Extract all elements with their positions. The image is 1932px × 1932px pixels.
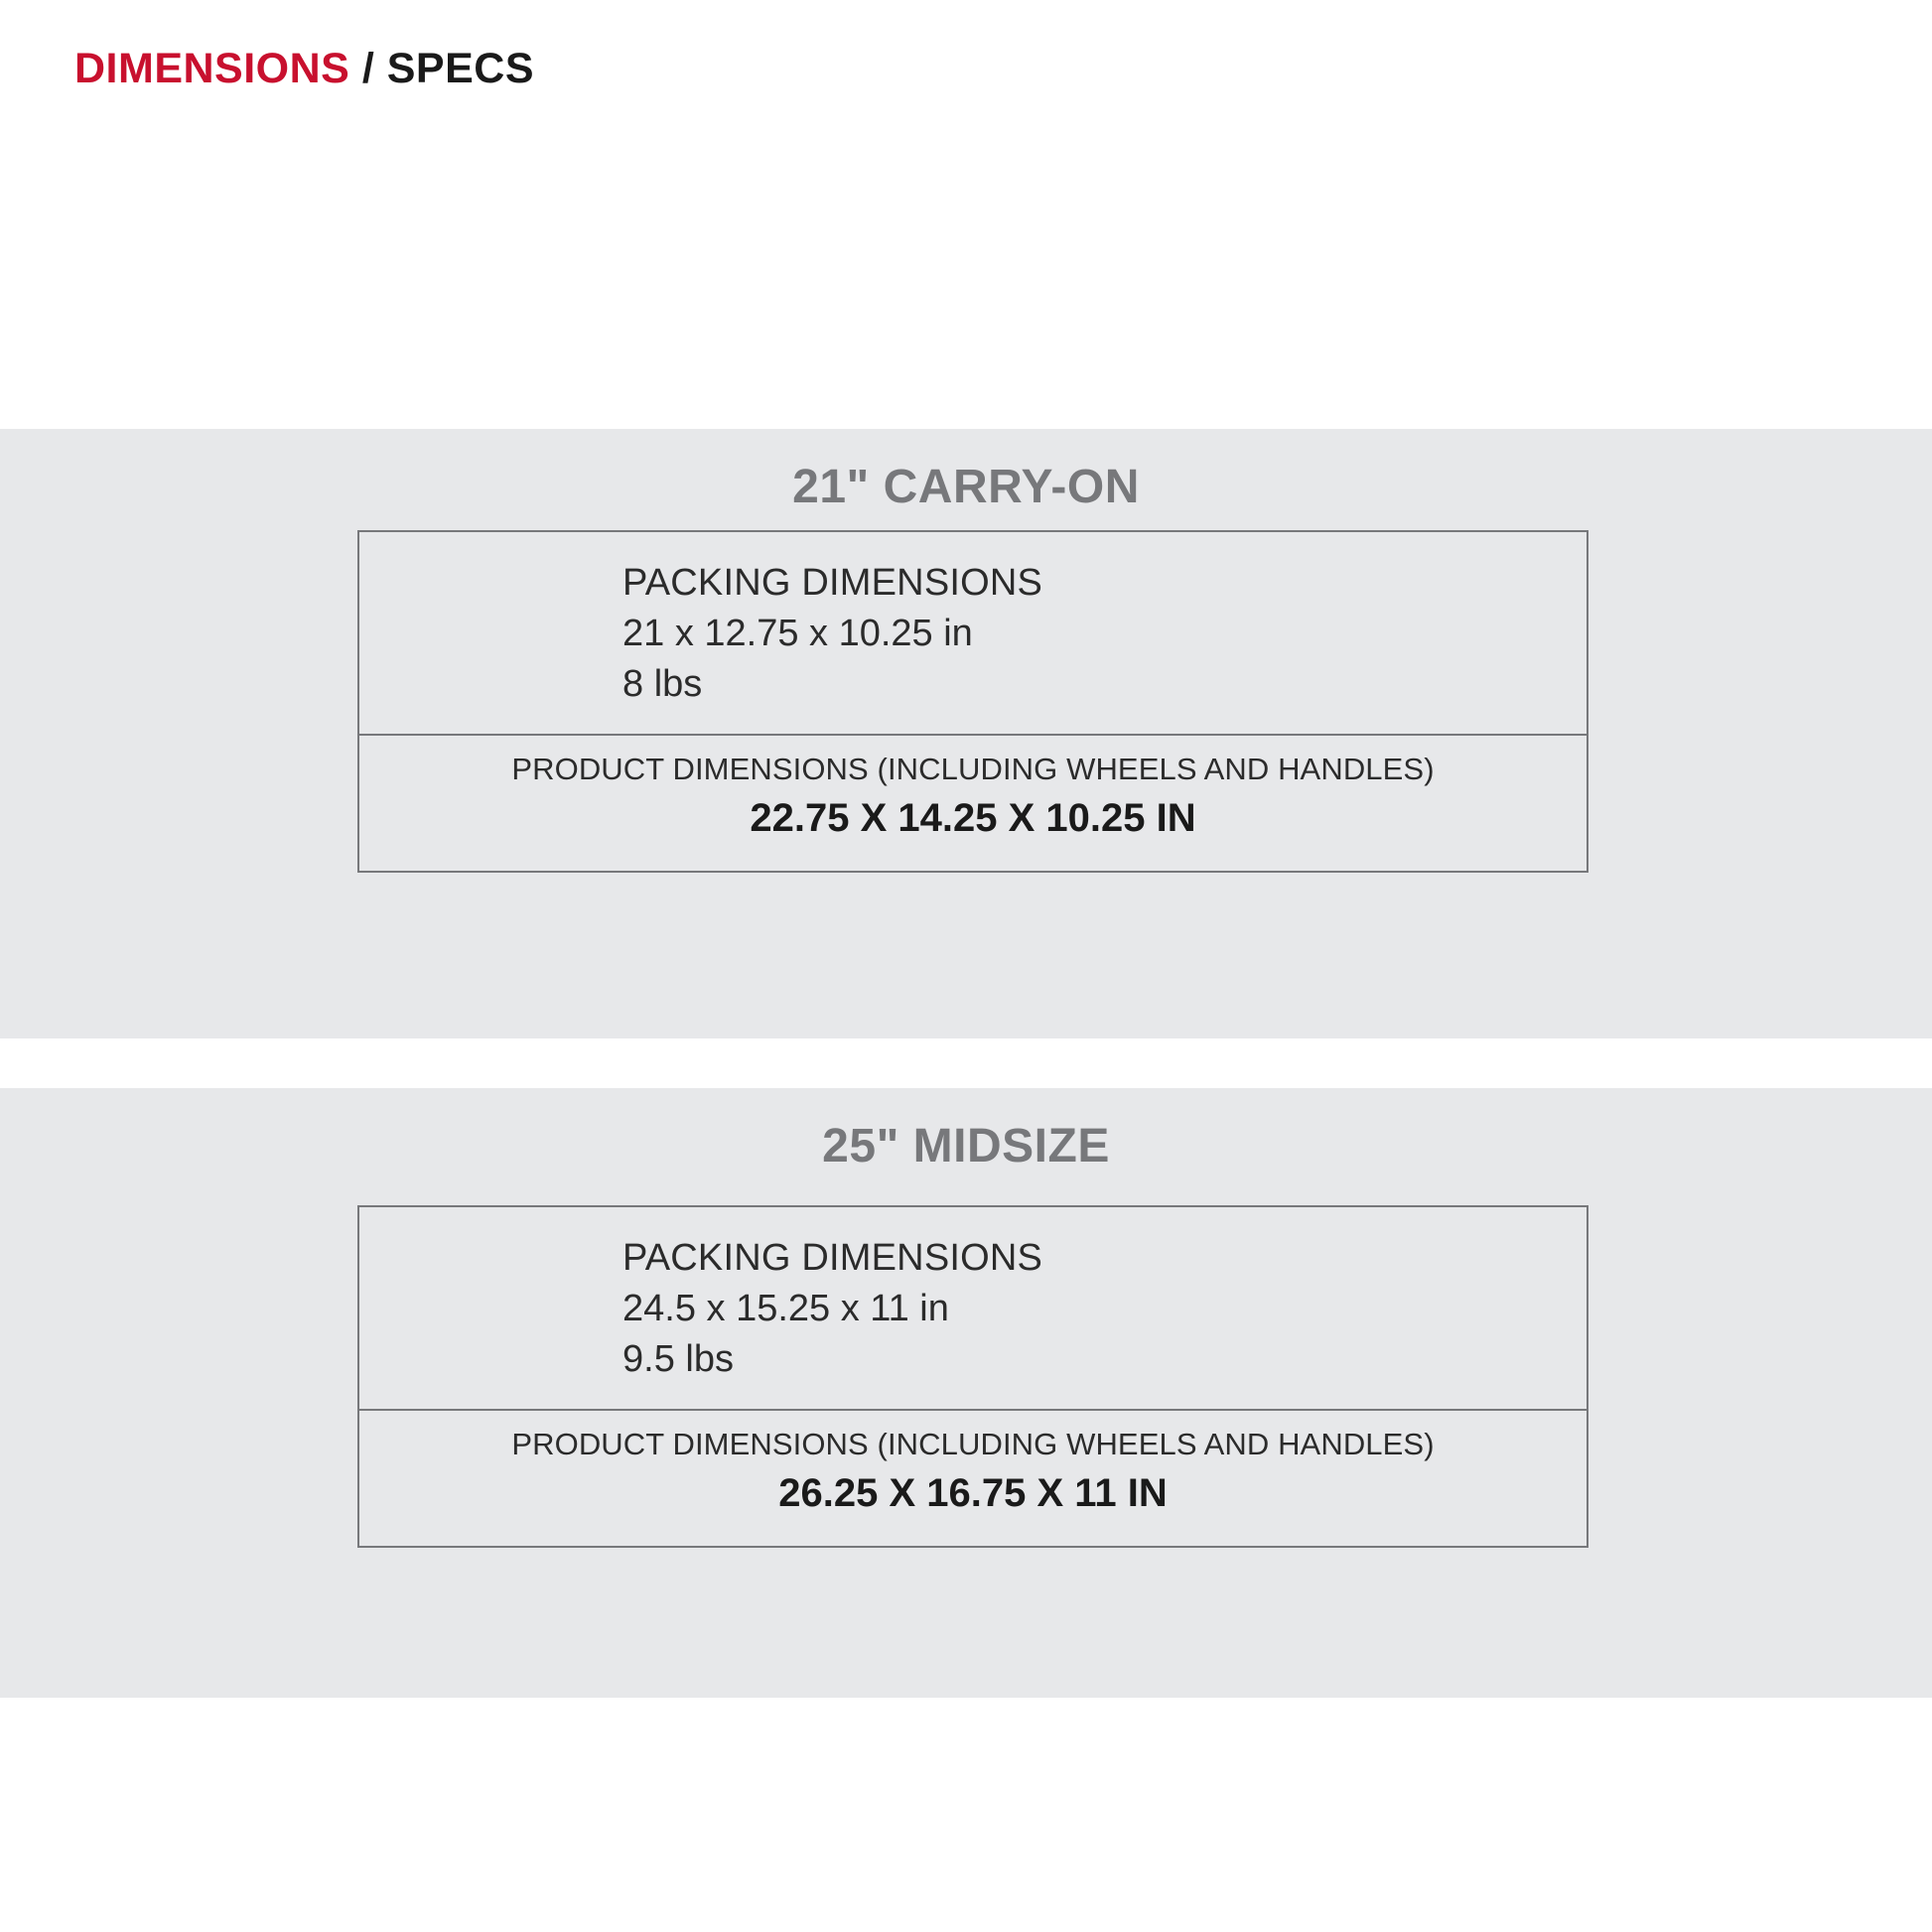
- spec-band-title-carry-on: 21" CARRY-ON: [792, 461, 1140, 513]
- packing-dimensions-value: 21 x 12.75 x 10.25 in: [622, 612, 973, 654]
- spec-band-carry-on: [0, 429, 1932, 1038]
- spec-band-title-midsize: 25" MIDSIZE: [822, 1120, 1110, 1173]
- page-title-separator: /: [349, 45, 387, 92]
- product-dimensions-value: 26.25 X 16.75 X 11 IN: [778, 1471, 1168, 1516]
- product-dimensions-cell-midsize: [359, 1411, 1587, 1546]
- packing-dimensions-cell-carry-on: [359, 532, 1587, 736]
- packing-dimensions-label: PACKING DIMENSIONS: [622, 562, 1043, 604]
- packing-weight-value: 9.5 lbs: [622, 1337, 734, 1380]
- page-title-accent: DIMENSIONS: [74, 45, 350, 92]
- product-dimensions-label: PRODUCT DIMENSIONS (INCLUDING WHEELS AND HANDLES): [511, 1426, 1435, 1461]
- spec-band-midsize: [0, 1088, 1932, 1698]
- product-dimensions-cell-carry-on: [359, 736, 1587, 871]
- page-title: [74, 45, 534, 93]
- page-title-sub: SPECS: [386, 45, 534, 92]
- spec-table-carry-on: [357, 530, 1588, 873]
- product-dimensions-value: 22.75 X 14.25 X 10.25 IN: [750, 796, 1196, 841]
- packing-dimensions-cell-midsize: [359, 1207, 1587, 1411]
- packing-dimensions-value: 24.5 x 15.25 x 11 in: [622, 1287, 949, 1329]
- packing-weight-value: 8 lbs: [622, 662, 703, 705]
- spec-table-midsize: [357, 1205, 1588, 1548]
- packing-dimensions-label: PACKING DIMENSIONS: [622, 1237, 1043, 1279]
- product-dimensions-label: PRODUCT DIMENSIONS (INCLUDING WHEELS AND HANDLES): [511, 751, 1435, 786]
